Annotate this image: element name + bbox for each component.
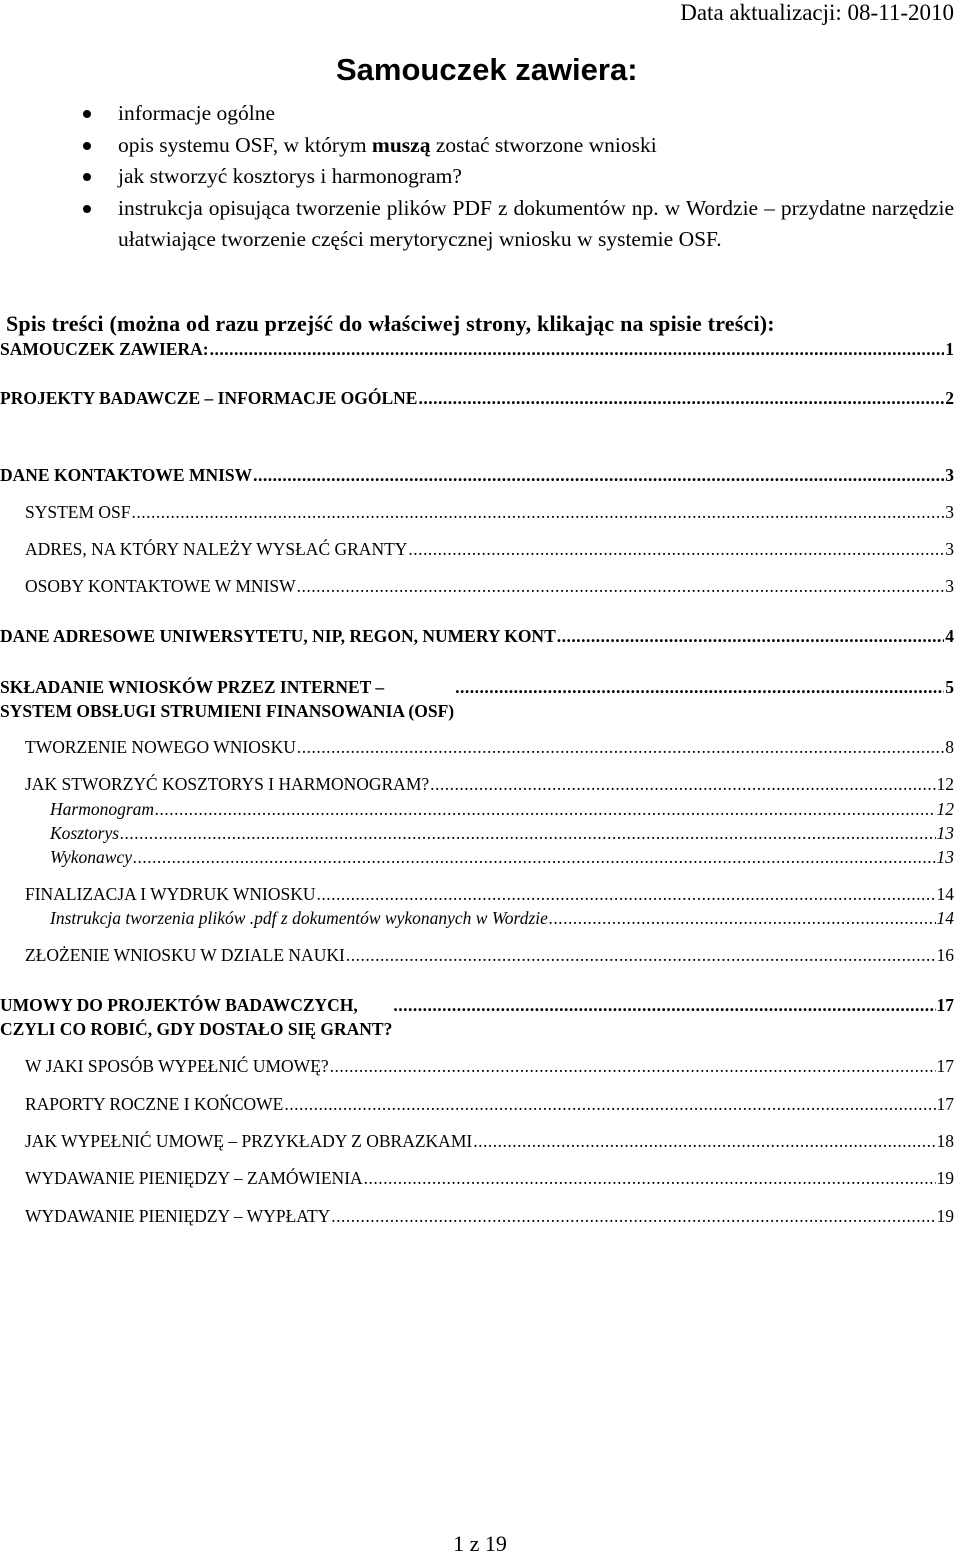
toc-leader: [133, 846, 936, 868]
bullet-item: opis systemu OSF, w którym muszą zostać stworzone wnioski: [118, 130, 954, 162]
toc-entry[interactable]: WYDAWANIE PIENIĘDZY – WYPŁATY ..... 19: [25, 1205, 954, 1227]
toc-entry[interactable]: DANE ADRESOWE UNIWERSYTETU, NIP, REGON, NUMERY KONT ..... 4: [0, 625, 954, 647]
toc-leader: [297, 736, 944, 758]
toc-leader: [473, 1130, 935, 1152]
toc-entry[interactable]: ZŁOŻENIE WNIOSKU W DZIALE NAUKI ..... 16: [25, 944, 954, 966]
toc-leader: [120, 822, 935, 844]
toc-leader: [418, 387, 944, 409]
toc-leader: [331, 1205, 935, 1227]
toc-leader: [317, 883, 936, 905]
bullet-item: instrukcja opisująca tworzenie plików PDF z dokumentów np. w Wordzie – przydatne narzędzie ułatwiające tworzenie części merytorycznej wniosku w systemie OSF.: [118, 193, 954, 256]
toc-leader: [557, 625, 945, 647]
toc-entry[interactable]: Instrukcja tworzenia plików .pdf z dokumentów wykonanych w Wordzie ..... 14: [50, 907, 954, 929]
toc-entry[interactable]: Harmonogram ..... 12: [50, 798, 954, 820]
toc-entry[interactable]: OSOBY KONTAKTOWE W MNISW ..... 3: [25, 575, 954, 597]
toc-intro-heading: Spis treści (można od razu przejść do właściwej strony, klikając na spisie treści):: [6, 311, 775, 336]
toc-entry[interactable]: RAPORTY ROCZNE I KOŃCOWE ..... 17: [25, 1093, 954, 1115]
toc-entry[interactable]: JAK STWORZYĆ KOSZTORYS I HARMONOGRAM? ..... 12: [25, 773, 954, 795]
toc-leader: [346, 944, 936, 966]
toc-leader: [297, 575, 945, 597]
toc-leader: [210, 338, 945, 360]
toc-leader: [284, 1093, 935, 1115]
toc-leader: [393, 993, 935, 1017]
toc-entry[interactable]: UMOWY DO PROJEKTÓW BADAWCZYCH, CZYLI CO ROBIĆ, GDY DOSTAŁO SIĘ GRANT? ..... 17: [0, 993, 954, 1041]
toc-leader: [155, 798, 935, 820]
toc-entry[interactable]: SYSTEM OSF ..... 3: [25, 501, 954, 523]
toc-entry[interactable]: Kosztorys ..... 13: [50, 822, 954, 844]
toc-entry[interactable]: FINALIZACJA I WYDRUK WNIOSKU ..... 14: [25, 883, 954, 905]
toc-entry[interactable]: DANE KONTAKTOWE MNISW ..... 3: [0, 464, 954, 486]
page-title: Samouczek zawiera:: [336, 52, 638, 87]
toc-entry[interactable]: ADRES, NA KTÓRY NALEŻY WYSŁAĆ GRANTY ..... 3: [25, 538, 954, 560]
bullet-item: informacje ogólne: [118, 98, 954, 130]
page-number: 1 z 19: [453, 1531, 507, 1556]
toc-leader: [455, 675, 944, 699]
toc-leader: [330, 1055, 936, 1077]
toc-entry[interactable]: WYDAWANIE PIENIĘDZY – ZAMÓWIENIA ..... 19: [25, 1167, 954, 1189]
toc-leader: [549, 907, 936, 929]
toc-entry[interactable]: JAK WYPEŁNIĆ UMOWĘ – PRZYKŁADY Z OBRAZKAMI ..... 18: [25, 1130, 954, 1152]
bullet-item: jak stworzyć kosztorys i harmonogram?: [118, 161, 954, 193]
toc-entry[interactable]: SKŁADANIE WNIOSKÓW PRZEZ INTERNET – SYSTEM OBSŁUGI STRUMIENI FINANSOWANIA (OSF) ..... 5: [0, 675, 954, 723]
toc-entry[interactable]: SAMOUCZEK ZAWIERA: ..... 1: [0, 338, 954, 360]
update-date: Data aktualizacji: 08-11-2010: [680, 0, 954, 25]
toc-leader: [132, 501, 945, 523]
toc-entry[interactable]: PROJEKTY BADAWCZE – INFORMACJE OGÓLNE ..... 2: [0, 387, 954, 409]
toc-leader: [408, 538, 944, 560]
toc-entry[interactable]: Wykonawcy ..... 13: [50, 846, 954, 868]
toc-leader: [253, 464, 944, 486]
toc-entry[interactable]: W JAKI SPOSÓB WYPEŁNIĆ UMOWĘ? ..... 17: [25, 1055, 954, 1077]
toc-leader: [430, 773, 935, 795]
toc-leader: [364, 1167, 936, 1189]
toc-entry[interactable]: TWORZENIE NOWEGO WNIOSKU ..... 8: [25, 736, 954, 758]
